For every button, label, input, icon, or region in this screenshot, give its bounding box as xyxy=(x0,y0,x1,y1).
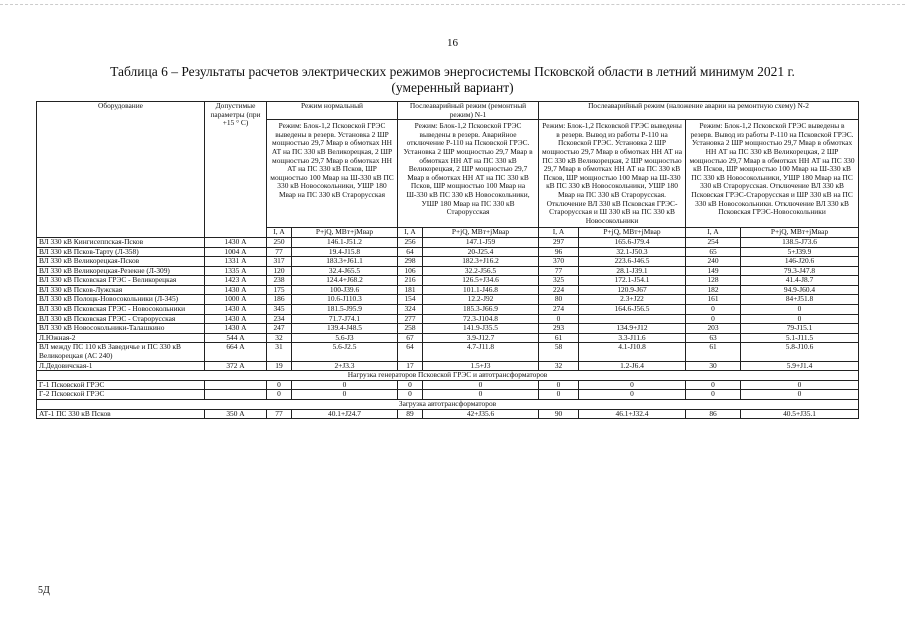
current-value: 274 xyxy=(539,305,579,315)
current-value: 0 xyxy=(686,305,741,315)
equipment-name: Г-2 Псковской ГРЭС xyxy=(37,390,205,400)
power-value: 141.9-J35.5 xyxy=(423,324,539,334)
power-value: 101.1-J46.8 xyxy=(423,285,539,295)
current-value: 0 xyxy=(539,314,579,324)
table-row xyxy=(37,324,859,334)
current-value: 175 xyxy=(267,285,292,295)
table-body-at xyxy=(37,400,859,410)
equipment-name: ВЛ 330 кВ Кингисеппская-Псков xyxy=(37,237,205,247)
table-body-at-rows xyxy=(37,409,859,419)
allowed-value: 1430 А xyxy=(205,237,267,247)
power-value: 0 xyxy=(579,390,686,400)
current-value: 58 xyxy=(539,343,579,361)
allowed-value: 1430 А xyxy=(205,324,267,334)
current-value: 324 xyxy=(398,305,423,315)
power-value: 0 xyxy=(741,390,859,400)
power-value: 79.3-J47.8 xyxy=(741,266,859,276)
header-row-main xyxy=(37,102,859,120)
power-value: 5.1-J11.5 xyxy=(741,333,859,343)
table-row xyxy=(37,409,859,419)
power-value: 19.4-J15.8 xyxy=(292,247,398,257)
section-row xyxy=(37,400,859,410)
allowed-value: 664 А xyxy=(205,343,267,361)
current-value: 89 xyxy=(398,409,423,419)
current-value: 154 xyxy=(398,295,423,305)
power-value: 164.6-J56.5 xyxy=(579,305,686,315)
equipment-name: ВЛ 330 кВ Полоцк-Новосокольники (Л-345) xyxy=(37,295,205,305)
current-value: 86 xyxy=(686,409,741,419)
section-title: Нагрузка генераторов Псковской ГРЭС и автотрансформаторов xyxy=(37,371,859,381)
regime-description: Режим: Блок-1,2 Псковской ГРЭС выведены в резерв. Вывод из работы Р-110 на Псковской ГРЭС. Установка 2 ШР мощностью 29,7 Мвар в обмотках НН АТ на ПС 330 кВ Великорецкая, 2 ШР мощностью 29,7 Мвар в обмотках НН АТ на ПС 330 кВ Псков, ШР мощностью 100 Мвар на Ш-330 кВ ПС 330 кВ Новосокольники, УШР 180 Мвар на ПС 330 кВ Старорусская. Отключение ВЛ 330 кВ Псковская ГРЭС-Старорусская и ШР 330 кВ на ПС 330 кВ Новосокольники. Отключение ВЛ 330 кВ Псковская ГРЭС-Новосокольники xyxy=(686,120,859,228)
equipment-name: Л.Дедовичская-1 xyxy=(37,361,205,371)
power-value: 147.1-J59 xyxy=(423,237,539,247)
current-value: 238 xyxy=(267,276,292,286)
allowed-value: 1004 А xyxy=(205,247,267,257)
current-value: 128 xyxy=(686,276,741,286)
power-value: 172.1-J54.1 xyxy=(579,276,686,286)
power-value: 5.8-J10.6 xyxy=(741,343,859,361)
current-value: 298 xyxy=(398,257,423,267)
current-value: 161 xyxy=(686,295,741,305)
col-equipment-header: Оборудование xyxy=(37,102,205,238)
current-value: 325 xyxy=(539,276,579,286)
power-value: 32.4-J65.5 xyxy=(292,266,398,276)
current-value: 77 xyxy=(539,266,579,276)
current-value: 106 xyxy=(398,266,423,276)
power-value: 0 xyxy=(423,380,539,390)
equipment-name: ВЛ 330 кВ Новосокольники-Талашкино xyxy=(37,324,205,334)
unit-power-header: P+jQ, МВт+jМвар xyxy=(423,228,539,238)
equipment-name: АТ-1 ПС 330 кВ Псков xyxy=(37,409,205,419)
power-value: 126.5+J34.6 xyxy=(423,276,539,286)
table-row xyxy=(37,390,859,400)
power-value: 0 xyxy=(741,380,859,390)
current-value: 61 xyxy=(539,333,579,343)
page-number: 16 xyxy=(447,37,458,49)
current-value: 17 xyxy=(398,361,423,371)
allowed-value: 1331 А xyxy=(205,257,267,267)
current-value: 345 xyxy=(267,305,292,315)
power-value: 32.1-J50.3 xyxy=(579,247,686,257)
current-value: 0 xyxy=(686,314,741,324)
power-value: 94.9-J60.4 xyxy=(741,285,859,295)
allowed-value: 1335 А xyxy=(205,266,267,276)
current-value: 258 xyxy=(398,324,423,334)
power-value: 0 xyxy=(423,390,539,400)
table-body-lines xyxy=(37,237,859,370)
power-value: 79-J15.1 xyxy=(741,324,859,334)
current-value: 77 xyxy=(267,409,292,419)
results-table xyxy=(36,101,859,419)
current-value: 0 xyxy=(686,380,741,390)
current-value: 0 xyxy=(539,380,579,390)
current-value: 64 xyxy=(398,247,423,257)
footer-mark: 5Д xyxy=(38,585,50,596)
unit-current-header: I, А xyxy=(686,228,741,238)
current-value: 293 xyxy=(539,324,579,334)
unit-power-header: P+jQ, МВт+jМвар xyxy=(292,228,398,238)
equipment-name: ВЛ 330 кВ Великорецкая-Резекне (Л-309) xyxy=(37,266,205,276)
power-value: 12.2-J92 xyxy=(423,295,539,305)
equipment-name: ВЛ 330 кВ Псков-Лужская xyxy=(37,285,205,295)
table-row xyxy=(37,333,859,343)
current-value: 149 xyxy=(686,266,741,276)
current-value: 64 xyxy=(398,343,423,361)
power-value: 3.3-J11.6 xyxy=(579,333,686,343)
power-value: 185.3-J66.9 xyxy=(423,305,539,315)
power-value: 41.4-J8.7 xyxy=(741,276,859,286)
power-value: 4.1-J10.8 xyxy=(579,343,686,361)
allowed-value: 1000 А xyxy=(205,295,267,305)
power-value: 165.6-J79.4 xyxy=(579,237,686,247)
table-body-generator-rows xyxy=(37,380,859,399)
equipment-name: ВЛ 330 кВ Псков-Тарту (Л-358) xyxy=(37,247,205,257)
current-value: 30 xyxy=(686,361,741,371)
current-value: 317 xyxy=(267,257,292,267)
power-value: 3.9-J12.7 xyxy=(423,333,539,343)
allowed-value: 372 А xyxy=(205,361,267,371)
regime-description: Режим: Блок-1,2 Псковской ГРЭС выведены в резерв. Вывод из работы Р-110 на Псковской ГРЭС. Установка 2 ШР мощностью 29,7 Мвар в обмотках НН АТ на ПС 330 кВ Великорецкая, 2 ШР мощностью 29,7 Мвар в обмотках НН АТ на ПС 330 кВ Псков, ШР мощностью 100 Мвар на Ш-330 кВ ПС 330 кВ Новосокольники, УШР 180 Мвар на ПС 330 кВ Старорусская. Отключение ВЛ 330 кВ Псковская ГРЭС-Старорусская и Ш 330 кВ на ПС 330 кВ Новосокольники xyxy=(539,120,686,228)
unit-power-header: P+jQ, МВт+jМвар xyxy=(579,228,686,238)
allowed-value xyxy=(205,390,267,400)
table-row xyxy=(37,295,859,305)
equipment-name: ВЛ 330 кВ Псковская ГРЭС - Старорусская xyxy=(37,314,205,324)
power-value: 124.4+J68.2 xyxy=(292,276,398,286)
allowed-value: 350 А xyxy=(205,409,267,419)
current-value: 256 xyxy=(398,237,423,247)
current-value: 0 xyxy=(686,390,741,400)
col-postfault2-header: Послеаварийный режим (наложение аварии на ремонтную схему) N-2 xyxy=(539,102,859,120)
power-value: 5.6-J2.5 xyxy=(292,343,398,361)
current-value: 31 xyxy=(267,343,292,361)
regime-description: Режим: Блок-1,2 Псковской ГРЭС выведены в резерв. Установка 2 ШР мощностью 29,7 Мвар в обмотках НН АТ на ПС 330 кВ Великорецкая, 2 ШР мощностью 29,7 Мвар в обмотках НН АТ на ПС 330 кВ Псков, ШР мощностью 100 Мвар на Ш-330 кВ ПС 330 кВ Новосокольники, УШР 180 Мвар на ПС 330 кВ Старорусская xyxy=(267,120,398,228)
table-row xyxy=(37,343,859,361)
allowed-value: 1430 А xyxy=(205,305,267,315)
table-row xyxy=(37,285,859,295)
power-value: 28.1-J39.1 xyxy=(579,266,686,276)
current-value: 250 xyxy=(267,237,292,247)
power-value: 139.4-J48.5 xyxy=(292,324,398,334)
unit-power-header: P+jQ, МВт+jМвар xyxy=(741,228,859,238)
regime-description: Режим: Блок-1,2 Псковской ГРЭС выведены в резерв. Аварийное отключение Р-110 на Псковской ГРЭС. Установка 2 ШР мощностью 29,7 Мвар в обмотках НН АТ на ПС 330 кВ Великорецкая, 2 ШР мощностью 29,7 Мвар в обмотках НН АТ на ПС 330 кВ Псков, ШР мощностью 100 Мвар на Ш-330 кВ ПС 330 кВ Новосокольники, УШР 180 Мвар на ПС 330 кВ Старорусская xyxy=(398,120,539,228)
table-title-line1: Таблица 6 – Результаты расчетов электрических режимов энергосистемы Псковской области в летний минимум 2021 г. xyxy=(110,64,795,79)
current-value: 0 xyxy=(267,380,292,390)
unit-current-header: I, А xyxy=(398,228,423,238)
power-value: 42+J35.6 xyxy=(423,409,539,419)
power-value: 0 xyxy=(741,305,859,315)
section-title: Загрузка автотрансформаторов xyxy=(37,400,859,410)
power-value: 5.9+J1.4 xyxy=(741,361,859,371)
col-postfault-header: Послеаварийный режим (ремонтный режим) N-1 xyxy=(398,102,539,120)
power-value: 1.2-J6.4 xyxy=(579,361,686,371)
power-value: 146-J20.6 xyxy=(741,257,859,267)
current-value: 61 xyxy=(686,343,741,361)
current-value: 90 xyxy=(539,409,579,419)
current-value: 247 xyxy=(267,324,292,334)
col-allowed-header: Допустимые параметры (при +15 ° С) xyxy=(205,102,267,238)
table-row xyxy=(37,276,859,286)
scan-edge-line xyxy=(0,4,905,5)
current-value: 63 xyxy=(686,333,741,343)
current-value: 120 xyxy=(267,266,292,276)
table-row xyxy=(37,380,859,390)
power-value: 5+J39.9 xyxy=(741,247,859,257)
current-value: 19 xyxy=(267,361,292,371)
current-value: 96 xyxy=(539,247,579,257)
power-value: 120.9-J67 xyxy=(579,285,686,295)
table-row xyxy=(37,361,859,371)
power-value: 40.5+J35.1 xyxy=(741,409,859,419)
power-value: 223.6-J46.5 xyxy=(579,257,686,267)
table-row xyxy=(37,305,859,315)
power-value: 4.7-J11.8 xyxy=(423,343,539,361)
current-value: 254 xyxy=(686,237,741,247)
table-body-generators xyxy=(37,371,859,381)
unit-current-header: I, А xyxy=(267,228,292,238)
col-normal-header: Режим нормальный xyxy=(267,102,398,120)
current-value: 65 xyxy=(686,247,741,257)
power-value: 146.1-J51.2 xyxy=(292,237,398,247)
table-row xyxy=(37,237,859,247)
equipment-name: ВЛ 330 кВ Псковская ГРЭС - Новосокольники xyxy=(37,305,205,315)
current-value: 80 xyxy=(539,295,579,305)
current-value: 240 xyxy=(686,257,741,267)
current-value: 234 xyxy=(267,314,292,324)
table-title-line2: (умеренный вариант) xyxy=(391,80,514,95)
allowed-value: 544 А xyxy=(205,333,267,343)
power-value: 72.3-J104.8 xyxy=(423,314,539,324)
equipment-name: Г-1 Псковской ГРЭС xyxy=(37,380,205,390)
power-value: 5.6-J3 xyxy=(292,333,398,343)
current-value: 0 xyxy=(539,390,579,400)
power-value: 2.3+J22 xyxy=(579,295,686,305)
table-row xyxy=(37,247,859,257)
power-value: 10.6-J110.3 xyxy=(292,295,398,305)
current-value: 32 xyxy=(539,361,579,371)
power-value: 20-J25.4 xyxy=(423,247,539,257)
power-value: 40.1+J24.7 xyxy=(292,409,398,419)
power-value xyxy=(579,314,686,324)
current-value: 203 xyxy=(686,324,741,334)
current-value: 224 xyxy=(539,285,579,295)
current-value: 67 xyxy=(398,333,423,343)
current-value: 0 xyxy=(267,390,292,400)
table-row xyxy=(37,266,859,276)
power-value: 0 xyxy=(741,314,859,324)
allowed-value xyxy=(205,380,267,390)
equipment-name: ВЛ между ПС 110 кВ Заведичье и ПС 330 кВ Великорецкая (АС 240) xyxy=(37,343,205,361)
power-value: 182.3+J16.2 xyxy=(423,257,539,267)
section-row xyxy=(37,371,859,381)
current-value: 370 xyxy=(539,257,579,267)
current-value: 277 xyxy=(398,314,423,324)
current-value: 0 xyxy=(398,390,423,400)
unit-current-header: I, А xyxy=(539,228,579,238)
power-value: 84+J51.8 xyxy=(741,295,859,305)
power-value: 2+J3.3 xyxy=(292,361,398,371)
equipment-name: ВЛ 330 кВ Псковская ГРЭС - Великорецкая xyxy=(37,276,205,286)
equipment-name: Л.Южная-2 xyxy=(37,333,205,343)
power-value: 134.9+J12 xyxy=(579,324,686,334)
power-value: 71.7-J74.1 xyxy=(292,314,398,324)
equipment-name: ВЛ 330 кВ Великорецкая-Псков xyxy=(37,257,205,267)
power-value: 0 xyxy=(292,390,398,400)
power-value: 46.1+J32.4 xyxy=(579,409,686,419)
power-value: 32.2-J56.5 xyxy=(423,266,539,276)
current-value: 186 xyxy=(267,295,292,305)
current-value: 0 xyxy=(398,380,423,390)
current-value: 216 xyxy=(398,276,423,286)
table-title xyxy=(40,64,865,96)
allowed-value: 1423 А xyxy=(205,276,267,286)
power-value: 138.5-J73.6 xyxy=(741,237,859,247)
allowed-value: 1430 А xyxy=(205,285,267,295)
current-value: 182 xyxy=(686,285,741,295)
allowed-value: 1430 А xyxy=(205,314,267,324)
table-row xyxy=(37,314,859,324)
current-value: 77 xyxy=(267,247,292,257)
current-value: 297 xyxy=(539,237,579,247)
power-value: 0 xyxy=(579,380,686,390)
power-value: 100-J39.6 xyxy=(292,285,398,295)
current-value: 32 xyxy=(267,333,292,343)
power-value: 0 xyxy=(292,380,398,390)
power-value: 183.3+J61.1 xyxy=(292,257,398,267)
current-value: 181 xyxy=(398,285,423,295)
table-row xyxy=(37,257,859,267)
power-value: 181.5-J95.9 xyxy=(292,305,398,315)
power-value: 1.5+J3 xyxy=(423,361,539,371)
